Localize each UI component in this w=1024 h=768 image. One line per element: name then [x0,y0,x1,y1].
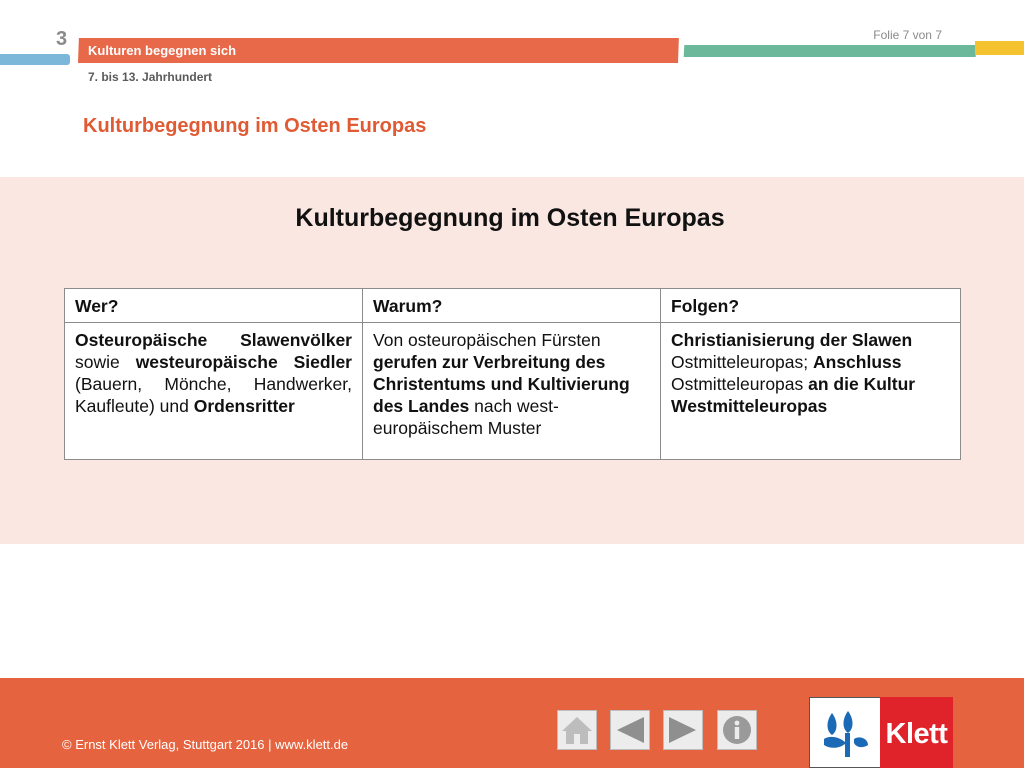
cell-bold: westeuropäische Siedler [135,352,352,372]
cell-bold: gerufen zur Verbreitung des Christentums und Kultivierung des Landes [373,352,630,416]
table-cell-warum [363,323,661,460]
cell-text: Ostmitteleuropas [671,374,809,394]
next-slide-button[interactable] [663,710,703,750]
panel-heading: Kulturbegegnung im Osten Europas [295,204,725,232]
slide-counter: Folie 7 von 7 [873,28,942,42]
header-stripe-yellow [975,41,1024,55]
slide-subtitle: Kulturbegegnung im Osten Europas [83,115,427,137]
cell-bold: an die Kultur Westmitteleuropas [671,374,916,416]
cell-bold: Christianisierung der Slawen [671,330,913,350]
cell-bold: Ordensritter [193,396,295,416]
header-stripe-blue [0,54,70,65]
chapter-number: 3 [56,28,68,50]
cell-text: Ostmitteleuropas; [671,352,813,372]
chapter-title: Kulturen begegnen sich [88,43,237,58]
cell-bold: Osteuropäische Slawenvölker [75,330,352,350]
arrow-left-icon [614,715,646,745]
arrow-right-icon [667,715,699,745]
cell-text: sowie [75,352,136,372]
klett-logo-text: Klett [885,718,948,750]
footer-copyright: © Ernst Klett Verlag, Stuttgart 2016 | www.klett.de [62,737,349,752]
home-icon [560,714,594,746]
info-table [64,288,961,460]
klett-emblem-icon [818,705,874,761]
chapter-period: 7. bis 13. Jahrhundert [88,70,213,84]
previous-slide-button[interactable] [610,710,650,750]
table-cell-folgen [661,323,961,460]
cell-text: nach west-europäischem Muster [373,396,559,438]
cell-bold: Anschluss [813,352,902,372]
table-header-warum: Warum? [363,289,661,323]
table-header-row [65,289,961,323]
cell-text: Von osteuropäischen Fürsten [373,330,601,350]
table-row [65,323,961,460]
info-button[interactable] [717,710,757,750]
table-header-folgen: Folgen? [661,289,961,323]
table-header-wer: Wer? [65,289,363,323]
info-icon [721,714,753,746]
cell-text: (Bauern, Mönche, Handwerker, Kaufleute) und [75,374,352,416]
home-button[interactable] [557,710,597,750]
header-stripe-green [684,45,977,57]
table-cell-wer [65,323,363,460]
